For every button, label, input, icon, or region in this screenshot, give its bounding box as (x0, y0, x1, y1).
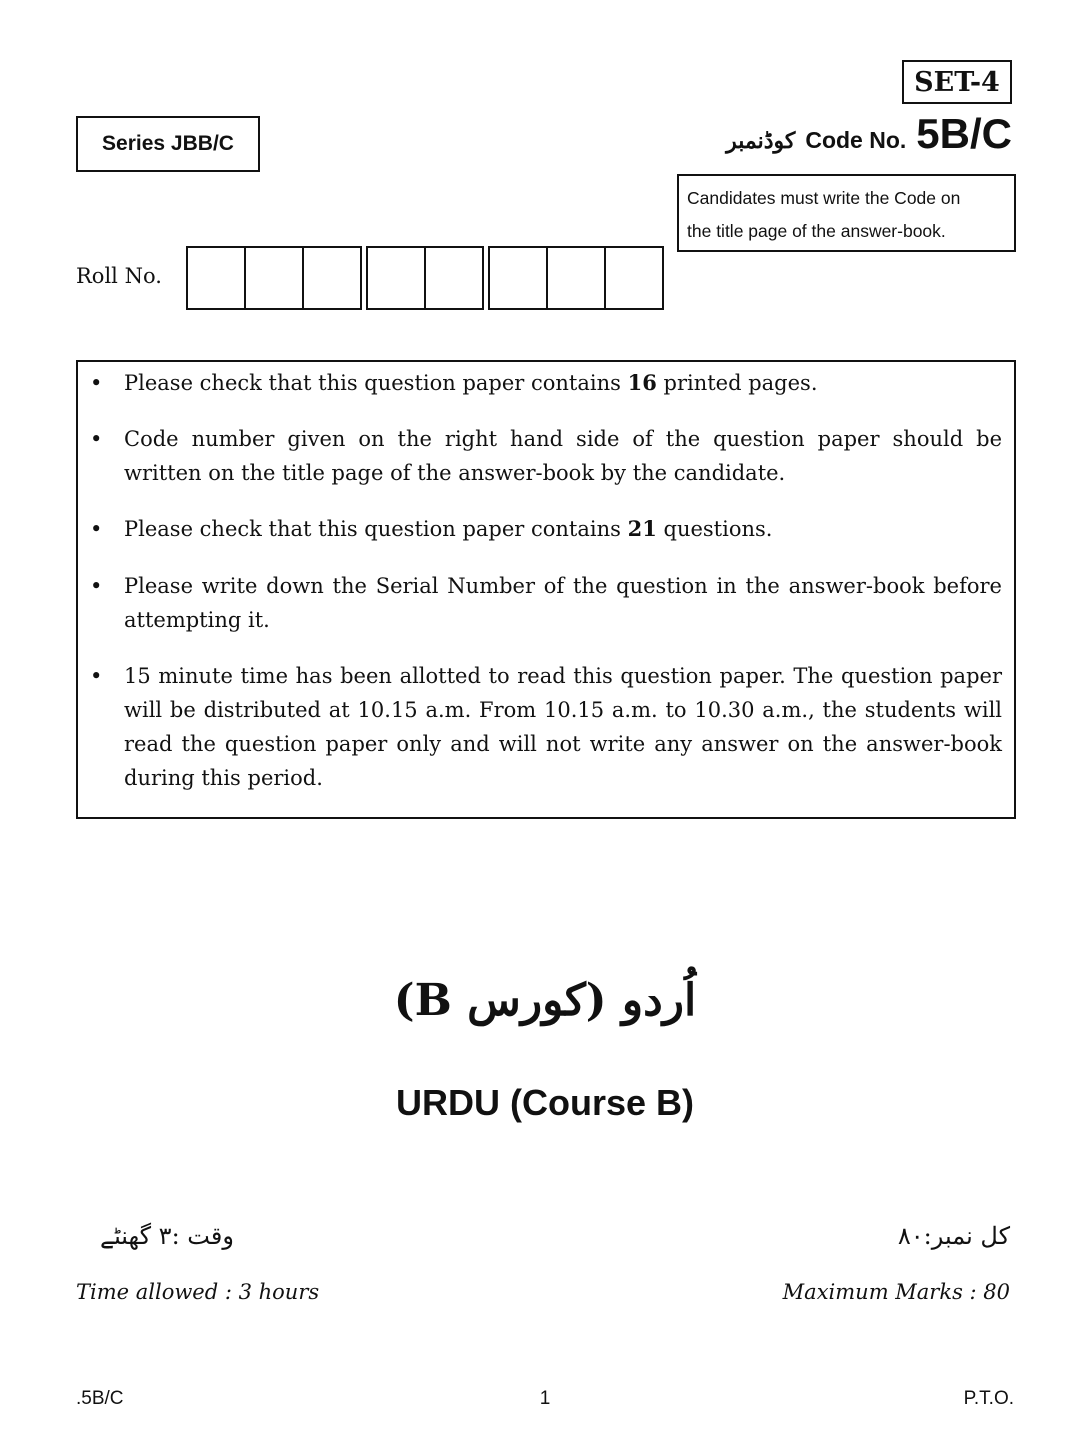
instructions-box (76, 360, 1016, 819)
urdu-marks: کل نمبر:۸۰ (897, 1222, 1010, 1250)
maximum-marks: Maximum Marks : 80 (782, 1280, 1010, 1304)
instruction-item (90, 659, 1002, 795)
instruction-text: printed pages. (656, 371, 818, 395)
instruction-item (90, 366, 1002, 400)
candidate-note (677, 174, 1016, 252)
instruction-item (90, 569, 1002, 637)
code-number (726, 110, 1012, 158)
roll-number-grid[interactable] (186, 246, 662, 310)
roll-cell[interactable] (604, 246, 664, 310)
roll-cell[interactable] (186, 246, 246, 310)
instruction-text: Code number given on the right hand side of the question paper should be written on the title page of the answer-book by the candidate. (124, 427, 1002, 485)
code-label: Code No. (805, 127, 907, 153)
instruction-text: Please check that this question paper contains (124, 371, 628, 395)
bullet-icon: • (90, 664, 103, 688)
roll-cell[interactable] (546, 246, 606, 310)
instruction-text: questions. (656, 517, 773, 541)
candidate-note-line2: the title page of the answer-book. (687, 221, 946, 241)
urdu-time: وقت :۳ گھنٹے (100, 1222, 234, 1250)
bullet-icon: • (90, 517, 103, 541)
instruction-item (90, 422, 1002, 490)
instruction-text: Please write down the Serial Number of the question in the answer-book before attempting it. (124, 574, 1002, 632)
bullet-icon: • (90, 574, 103, 598)
page-number: 1 (539, 1388, 551, 1409)
bullet-icon: • (90, 427, 103, 451)
set-label: SET-4 (902, 60, 1012, 104)
roll-number-label: Roll No. (76, 264, 162, 288)
roll-cell[interactable] (488, 246, 548, 310)
page-title: URDU (Course B) (395, 1082, 694, 1123)
code-value: 5B/C (916, 110, 1012, 157)
instruction-text: 15 minute time has been allotted to read this question paper. The question paper will be distributed at 10.15 a.m. From 10.15 a.m. to 10.30 a.m., the students will read the question paper only and will not write any answer on the answer-book during this period. (124, 664, 1002, 790)
time-allowed: Time allowed : 3 hours (76, 1280, 320, 1304)
roll-cell[interactable] (366, 246, 426, 310)
instruction-item (90, 512, 1002, 546)
roll-cell[interactable] (244, 246, 304, 310)
pto-label: P.T.O. (963, 1388, 1014, 1409)
series-label: Series JBB/C (76, 116, 260, 172)
bullet-icon: • (90, 371, 103, 395)
footer-code: .5B/C (76, 1388, 124, 1409)
urdu-title: اُردو (کورس B) (393, 975, 697, 1026)
instruction-bold: 21 (627, 516, 657, 541)
candidate-note-line1: Candidates must write the Code on (687, 188, 961, 208)
instruction-bold: 16 (627, 370, 657, 395)
roll-cell[interactable] (302, 246, 362, 310)
instruction-text: Please check that this question paper contains (124, 517, 628, 541)
roll-cell[interactable] (424, 246, 484, 310)
code-urdu-label: کوڈنمبر (726, 128, 796, 154)
